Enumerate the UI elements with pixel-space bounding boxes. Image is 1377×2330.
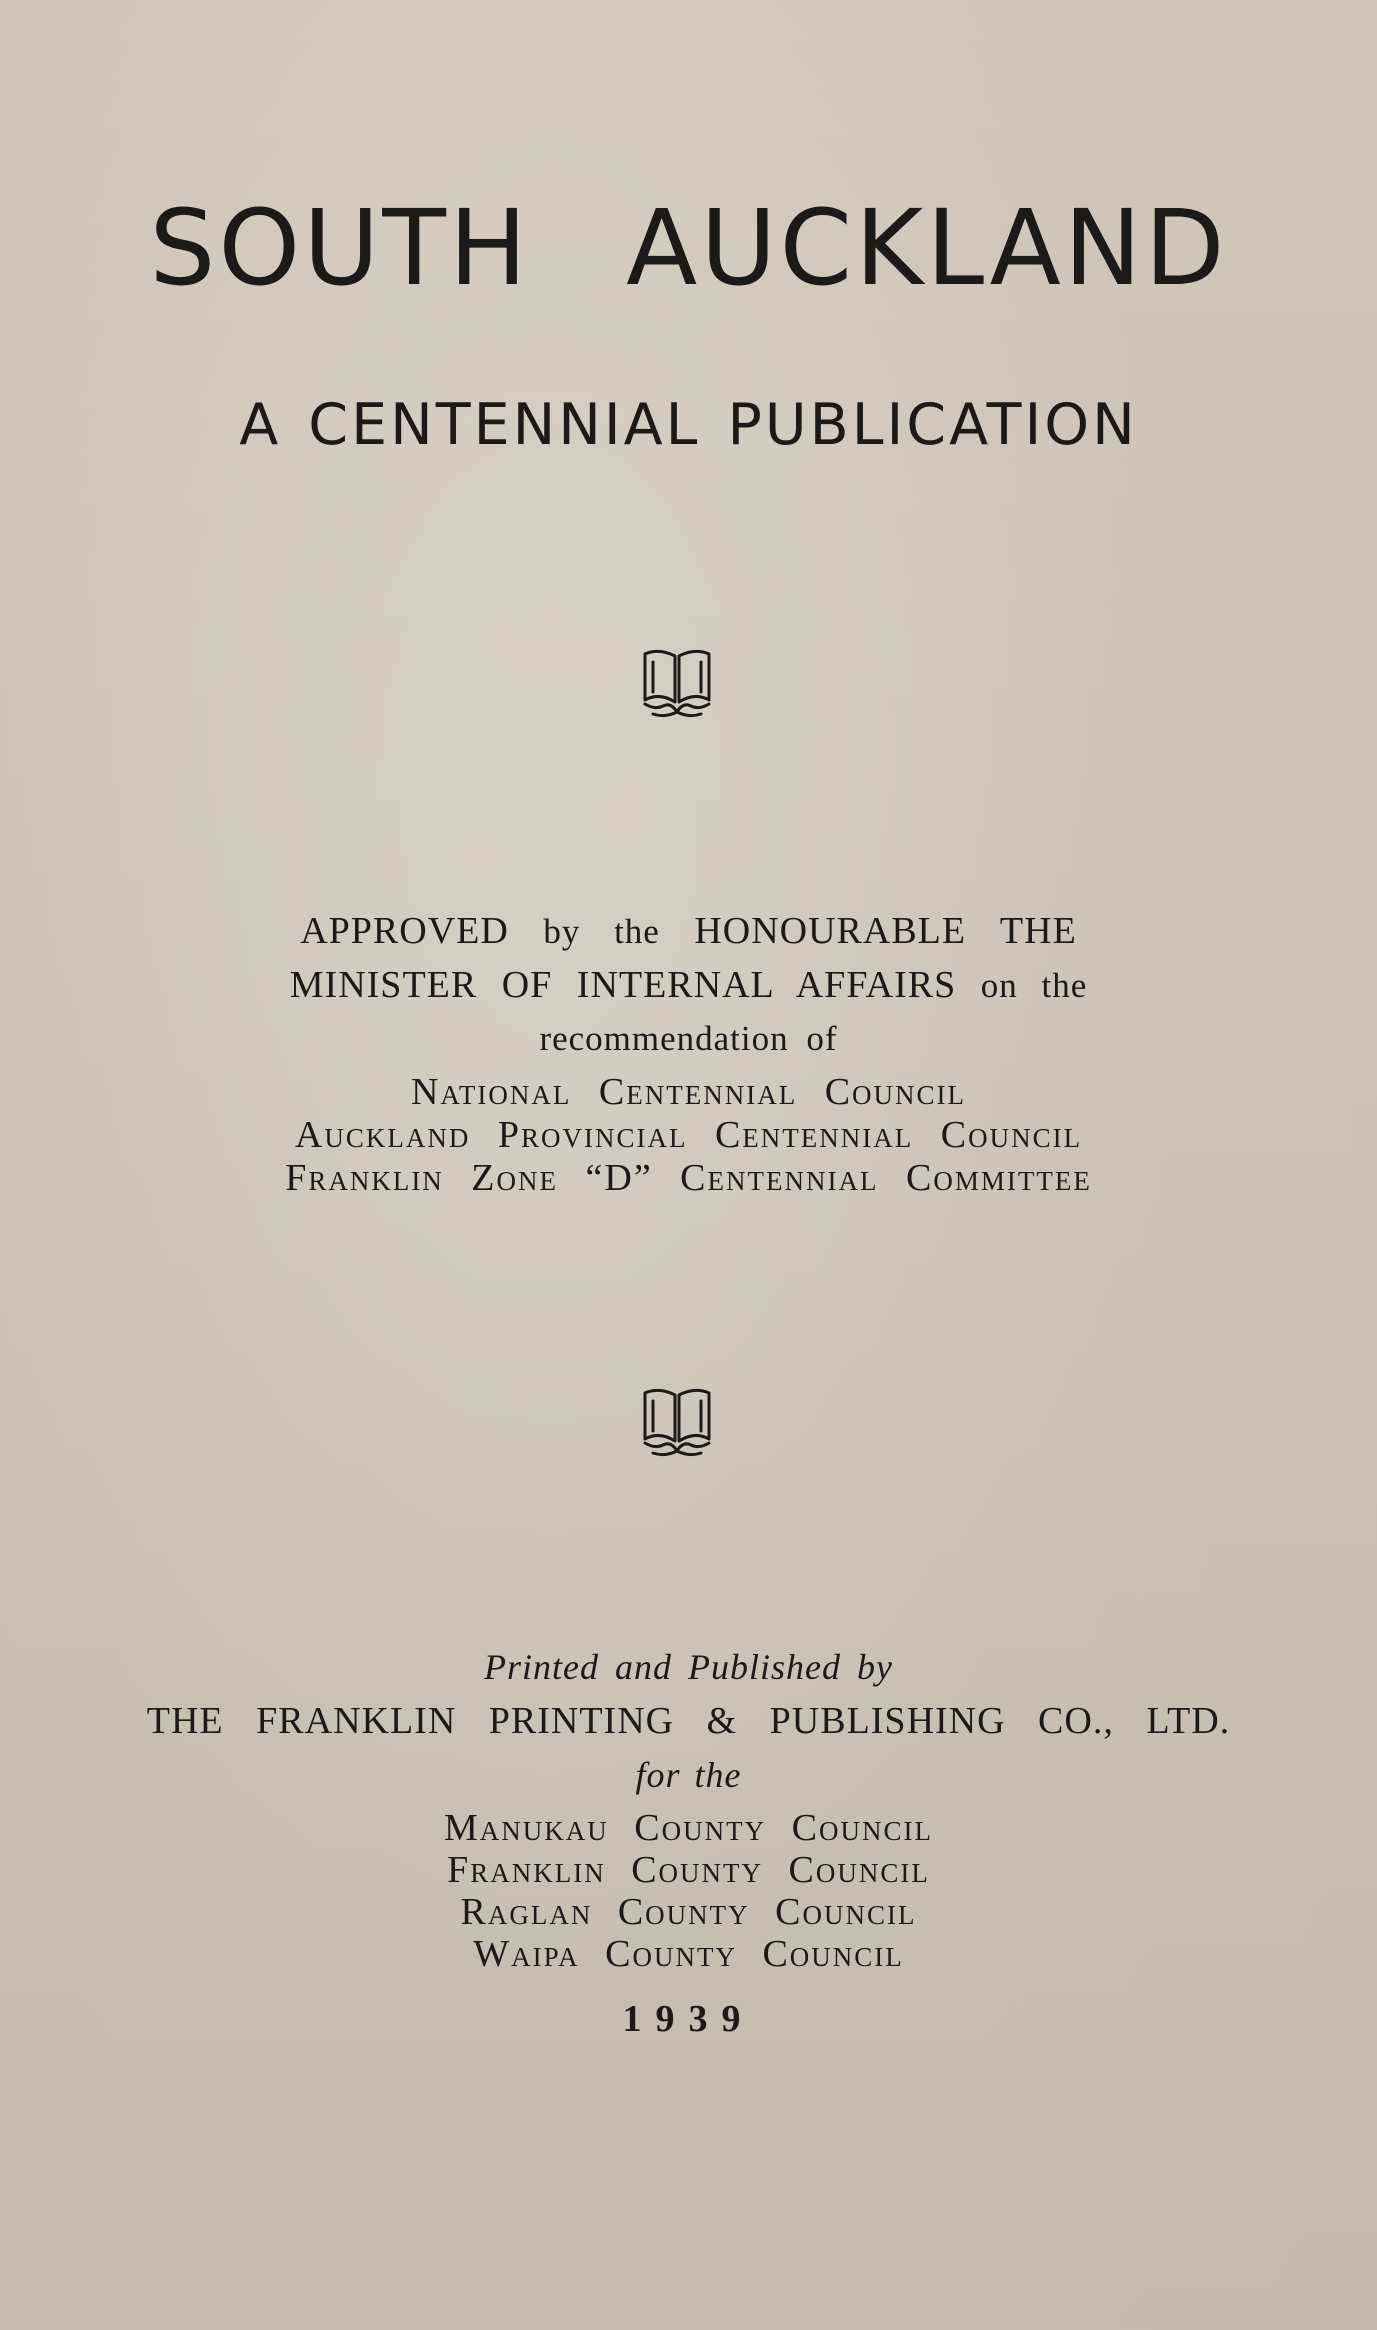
council-manukau: Manukau County Council <box>444 1807 933 1849</box>
council-auckland-provincial: Auckland Provincial Centennial Council <box>294 1114 1083 1156</box>
book-title: SOUTH AUCKLAND <box>149 187 1228 309</box>
approved-word: APPROVED <box>300 910 509 952</box>
book-subtitle: A CENTENNIAL PUBLICATION <box>239 392 1138 458</box>
recommendation-line: recommendation of <box>539 1019 838 1058</box>
approved-honourable: HONOURABLE THE <box>694 910 1077 952</box>
council-waipa: Waipa County Council <box>473 1933 904 1975</box>
minister-on-the: on the <box>980 966 1088 1005</box>
book-ornament-icon <box>641 1387 713 1461</box>
printed-by-line: Printed and Published by <box>484 1647 893 1687</box>
approved-line-2 <box>0 960 1377 1011</box>
approved-by-the: by the <box>543 912 660 951</box>
council-raglan: Raglan County Council <box>460 1891 917 1933</box>
book-ornament-icon <box>641 648 713 722</box>
council-franklin: Franklin County Council <box>447 1849 930 1891</box>
minister-title: MINISTER OF INTERNAL AFFAIRS <box>289 964 957 1006</box>
approved-line-1 <box>0 906 1377 957</box>
for-the-line: for the <box>635 1755 742 1795</box>
council-national: National Centennial Council <box>410 1071 967 1113</box>
committee-franklin-zone: Franklin Zone “D” Centennial Committee <box>285 1157 1092 1199</box>
publisher-name: THE FRANKLIN PRINTING & PUBLISHING CO., LTD. <box>146 1700 1231 1742</box>
publication-year: 1939 <box>622 1998 755 2040</box>
